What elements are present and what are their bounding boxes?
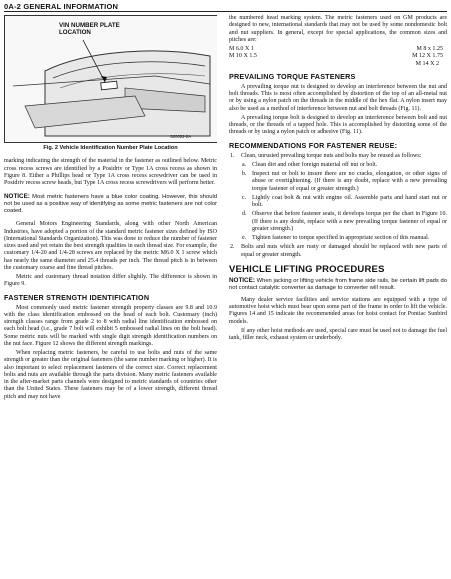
header-rule — [4, 11, 447, 12]
right-notice — [229, 277, 447, 292]
right-paragraph-2: A prevailing torque nut is designed to develop an interference between the nut and bolt threads. This is most often accomplished by distortion of the top of an all-metal nut or by using a nylon patch on the threads in the middle of the hex flat. A nylon insert may also be used as a method of interference between nut and bolt threads (Fig. 11). — [229, 83, 447, 112]
figure-label-line2: LOCATION — [59, 29, 91, 36]
reuse-item-2-text: Bolts and nuts which are rusty or damaged should be replaced with new parts of equal or greater strength. — [241, 244, 447, 258]
right-notice-label: NOTICE: — [229, 276, 255, 284]
thread-sizes-right — [412, 46, 447, 68]
right-paragraph-5: If any other hoist methods are used, special care must be used not to damage the fuel tank, filler neck, exhaust system or underbody. — [229, 327, 447, 341]
reuse-subitem — [241, 235, 447, 242]
left-notice-label: NOTICE: — [4, 193, 30, 201]
list-number: 1. — [230, 152, 235, 159]
subitem-text: Inspect nut or bolt to insure there are no cracks, elongation, or other signs of abuse or overtightening. (If there is any doubt, replace with a new prevailing torque fastener of equal or greater strength.) — [252, 171, 447, 192]
vin-plate-figure — [4, 15, 217, 143]
left-notice-text: Most metric fasteners have a blue color coating. However, this should not be used as a positive way of identifying as some metric fasteners are not color coated. — [4, 194, 217, 215]
list-letter: a. — [242, 161, 247, 168]
reuse-item-1 — [229, 153, 447, 243]
left-paragraph-1: marking indicating the strength of the material in the fastener as outlined below. Metric cross recess screws are identified by a Posidriv or Type 1A cross recess as shown in Figure 8. Either a Phillips head or Type 1A cross recess screwdriver can be used in Posidriv recess screw heads, but Type 1A cross recess screwdrivers will perform better. — [4, 158, 217, 186]
figure-caption: Fig. 2 Vehicle Identification Number Plate Location — [43, 145, 178, 151]
thread-size: M 14 X 2 — [415, 60, 439, 67]
reuse-subitem — [241, 162, 447, 169]
thread-size: M 8 x 1.25 — [416, 46, 443, 52]
list-letter: b. — [242, 171, 247, 177]
thread-size: M 10 X 1.5 — [229, 53, 257, 60]
reuse-subitem — [241, 171, 447, 193]
reuse-item-2 — [229, 244, 447, 259]
reuse-sublist — [241, 162, 447, 243]
dashboard-windshield-illustration — [5, 16, 217, 142]
reuse-item-1-text: Clean, unrusted prevailing torque nuts and bolts may be reused as follows: — [241, 152, 422, 159]
subitem-text: Tighten fastener to torque specified in appropriate section of this manual. — [252, 235, 430, 241]
thread-size-list — [229, 46, 447, 68]
reuse-subitem — [241, 211, 447, 233]
reuse-list — [229, 153, 447, 259]
thread-size: M 6.0 X 1 — [229, 46, 254, 52]
figure-label-line1: VIN NUMBER PLATE — [59, 22, 120, 29]
list-letter: d. — [242, 211, 247, 218]
left-paragraph-2: General Motors Engineering Standards, along with other North American Industries, have adopted a portion of the standard metric fastener sizes defined by ISO (International Standards Organization). This was done to reduce the number of fastener sizes used and yet retain the best strength qualities in each thread size. For example, the customary 1/4-20 and 1/4-28 screws are replaced by the metric M6.0 X 1 screw which has nearly the same diameter and 25.4 threads per inch. The thread pitch is in between the customary coarse and fine thread pitches. — [4, 221, 217, 271]
heading-fastener-strength: FASTENER STRENGTH IDENTIFICATION — [4, 292, 150, 302]
right-paragraph-3: A prevailing torque bolt is designed to develop an interference between bolt and nut threads, or the threads of a tapped hole. This is accomplished by distorting some of the threads or by using a nylon patch or adhesive (Fig. 11). — [229, 114, 447, 136]
list-letter: e. — [242, 235, 247, 241]
heading-vehicle-lifting: VEHICLE LIFTING PROCEDURES — [229, 263, 385, 275]
right-paragraph-4: Many dealer service facilities and service stations are equipped with a type of automotive hoist which must bear upon some part of the frame in order to lift the vehicle. Figures 14 and 15 indicate the recommended areas for hoist contact for Pontiac Sunbird models. — [229, 296, 447, 325]
left-notice — [4, 193, 217, 215]
left-paragraph-3: Metric and customary thread notation differ slightly. The difference is shown in Figure 9. — [4, 274, 217, 288]
thread-sizes-left — [229, 46, 261, 68]
left-paragraph-4: Most commonly used metric fastener strength property classes are 9.8 and 10.9 with the class identification embossed on the head of each bolt. Customary (inch) strength classes range from grade 2 to 8 with radial line identification embossed on each bolt head (i.e., grade 7 bolt will exhibit 5 embossed radial lines on the bolt head). Some metric nuts will be marked with single digit strength identification numbers on the nut face. Figure 12 shows the different strength markings. — [4, 304, 217, 347]
list-number: 2. — [230, 244, 235, 251]
subitem-text: Lightly coat bolt & nut with engine oil. Assemble parts and hand start nut or bolt. — [252, 194, 447, 208]
heading-prevailing-torque: PREVAILING TORQUE FASTENERS — [229, 71, 356, 81]
subitem-text: Observe that before fastener seats, it develops torque per the chart in Figure 10. (If there is any doubt, replace with a new prevailing torque fastener of equal or greater strength.) — [252, 211, 447, 232]
right-column — [229, 15, 447, 577]
subitem-text: Clean dirt and other foreign material off nut or bolt. — [252, 161, 378, 168]
thread-size: M 12 X 1.75 — [412, 53, 443, 60]
left-paragraph-5: When replacing metric fasteners, be careful to use bolts and nuts of the same strength or greater than the original fasteners (the same number marking or higher). It is also important to select replacement fasteners of the correct size. Correct replacement bolts and nuts are available through the parts division. Many metric fasteners available in the after-market parts channels were designed to metric standards of countries other than the United States. These fasteners may be of a lower strength, different thread pitch and may not have — [4, 350, 217, 400]
right-paragraph-1: the numbered head marking system. The metric fasteners used on GM products are designed to new, international standards that may not be used by some nondomestic bolt and nut suppliers. In general, except for special applications, the common sizes and pitches are: — [229, 15, 447, 43]
page-header: 0A-2 GENERAL INFORMATION — [4, 2, 119, 11]
reuse-subitem — [241, 195, 447, 210]
list-letter: c. — [242, 194, 247, 201]
heading-fastener-reuse: RECOMMENDATIONS FOR FASTENER REUSE: — [229, 140, 398, 150]
left-column — [4, 15, 217, 577]
right-notice-text: When jacking or lifting vehicle from frame side rails, be certain lift pads do not contact catalytic converter as damage to converter will result. — [229, 277, 447, 291]
figure-code: S20002-0A — [170, 134, 191, 139]
